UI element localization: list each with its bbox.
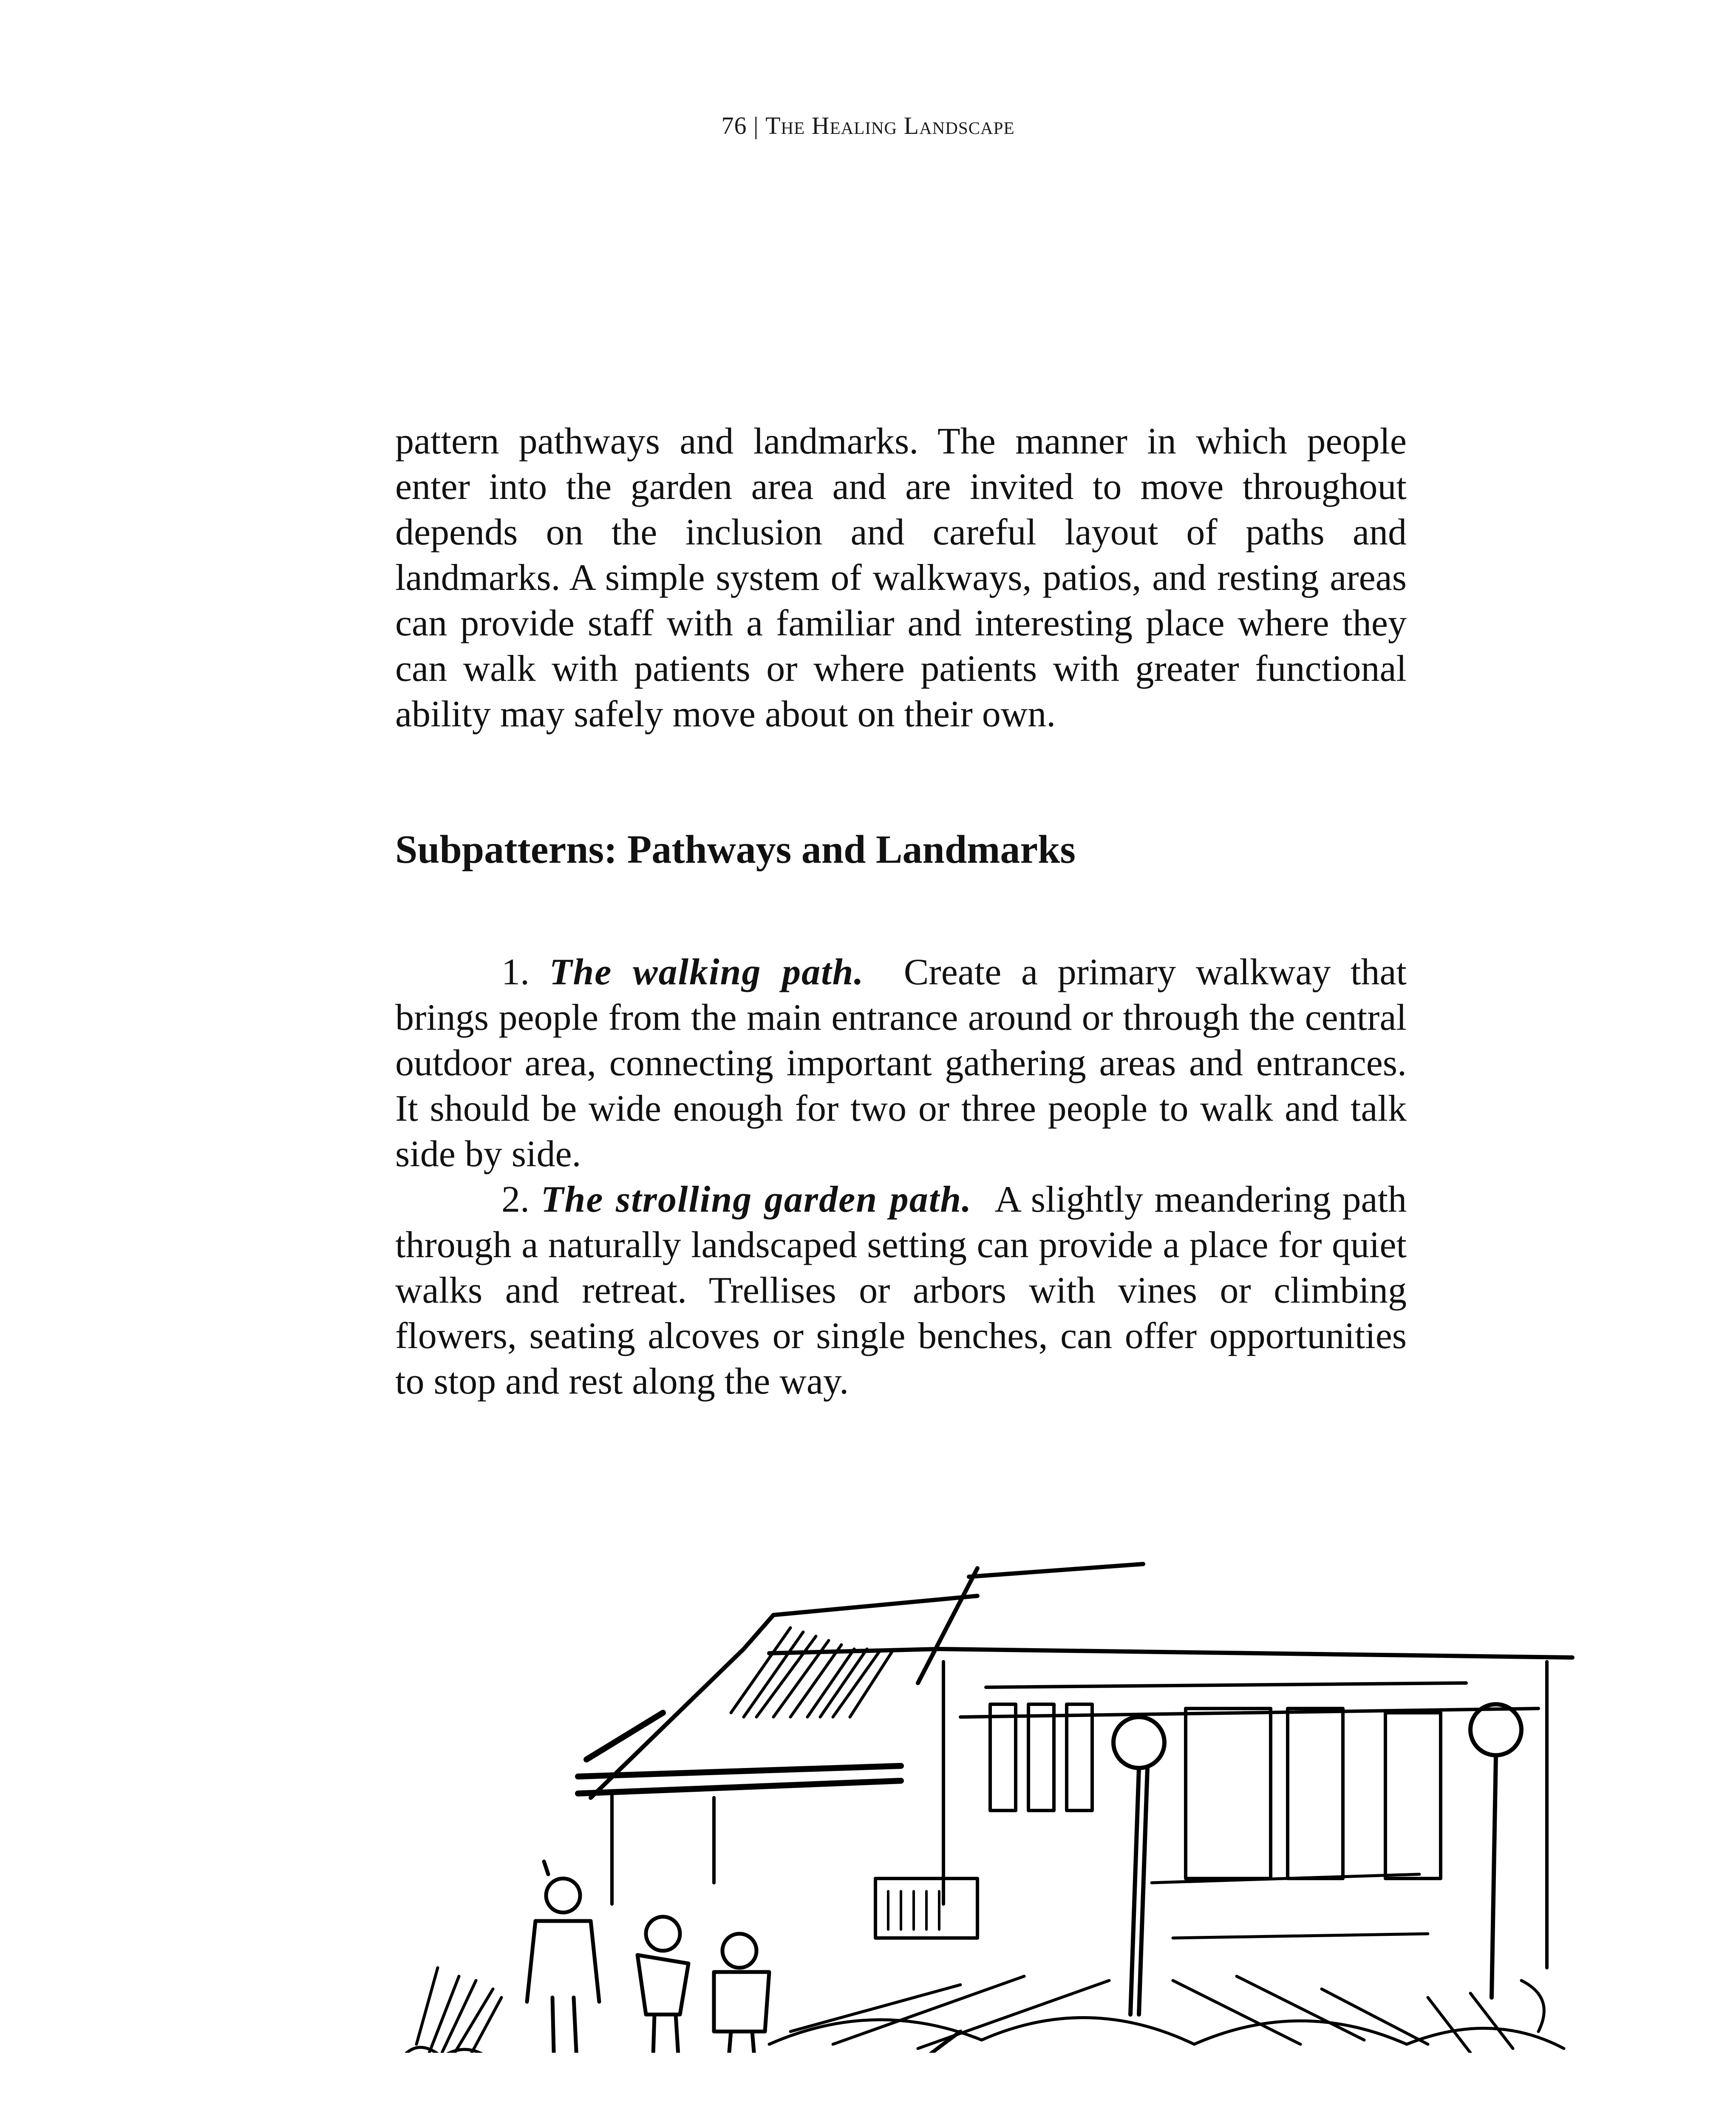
pen-sketch-icon	[238, 1522, 1598, 2053]
walking-path-sketch	[238, 1522, 1598, 2053]
item-number: 2.	[501, 1179, 530, 1220]
list-item-strolling-path	[395, 1177, 1407, 1404]
body-text	[395, 419, 1407, 1404]
item-title: The walking path.	[549, 952, 864, 993]
item-title: The strolling garden path.	[541, 1179, 972, 1220]
item-text: A slightly meandering path through a naturally landscaped setting can provide a place for quiet walks and retreat. Trellises or arbors with vines or climbing flowers, seating alcoves or single benches, can offer opportunities to stop and rest along the way.	[395, 1179, 1407, 1402]
header-separator: |	[753, 112, 759, 139]
list-item-walking-path	[395, 949, 1407, 1177]
page-number: 76	[721, 112, 747, 139]
section-heading: Subpatterns: Pathways and Landmarks	[395, 827, 1076, 872]
book-title: The Healing Landscape	[765, 112, 1015, 139]
item-text: Create a primary walkway that brings people from the main entrance around or through the central outdoor area, connecting important gathering areas and entrances. It should be wide enough for two or three people to walk and talk side by side.	[395, 952, 1407, 1175]
running-head	[0, 111, 1736, 140]
intro-paragraph: pattern pathways and landmarks. The manner in which people enter into the garden area and are invited to move throughout depends on the inclusion and careful layout of paths and landmarks. A simple system of walkways, patios, and resting areas can provide staff with a familiar and interesting place where they can walk with patients or where patients with greater functional ability may safely move about on their own.	[395, 421, 1407, 735]
item-number: 1.	[501, 952, 530, 993]
